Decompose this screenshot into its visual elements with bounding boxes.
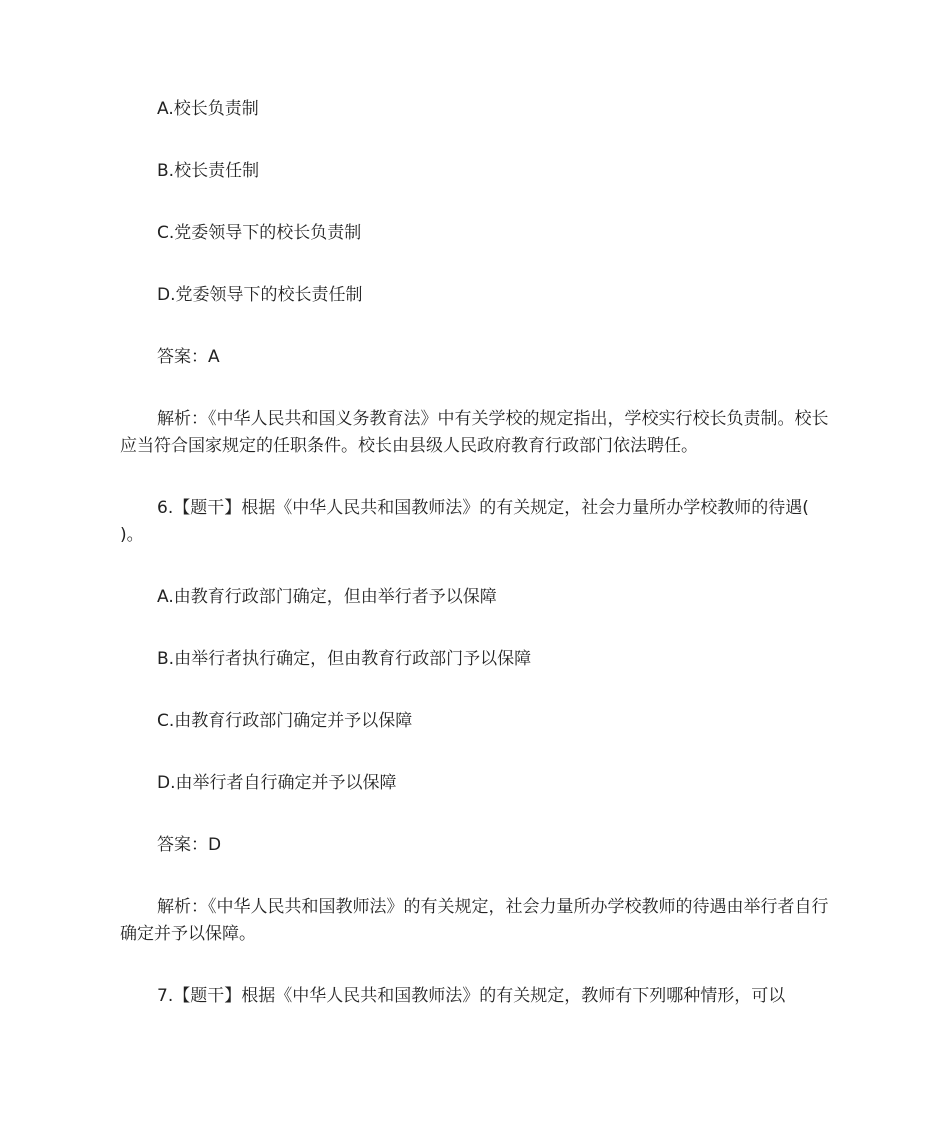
q5-analysis: 解析：《中华人民共和国义务教育法》中有关学校的规定指出，学校实行校长负责制。校长应当符合国家规定的任职条件。校长由县级人民政府教育行政部门依法聘任。 xyxy=(120,409,829,456)
q6-option-d: D.由举行者自行确定并予以保障 xyxy=(157,773,397,793)
q6-option-c: C.由教育行政部门确定并予以保障 xyxy=(157,711,413,731)
q6-stem: 6.【题干】根据《中华人民共和国教师法》的有关规定，社会力量所办学校教师的待遇( )。 xyxy=(120,498,843,545)
q7-stem: 7.【题干】根据《中华人民共和国教师法》的有关规定，教师有下列哪种情形，可以 xyxy=(157,986,786,1006)
q5-option-a: A.校长负责制 xyxy=(157,99,259,119)
q5-option-d: D.党委领导下的校长责任制 xyxy=(157,285,363,305)
q6-answer: 答案：D xyxy=(157,835,222,855)
q5-answer: 答案：A xyxy=(157,347,220,367)
q5-option-b: B.校长责任制 xyxy=(157,161,260,181)
q6-analysis: 解析：《中华人民共和国教师法》的有关规定，社会力量所办学校教师的待遇由举行者自行确定并予以保障。 xyxy=(120,897,829,944)
q6-option-a: A.由教育行政部门确定，但由举行者予以保障 xyxy=(157,587,497,607)
q5-option-c: C.党委领导下的校长负责制 xyxy=(157,223,362,243)
q6-option-b: B.由举行者执行确定，但由教育行政部门予以保障 xyxy=(157,649,532,669)
document-page xyxy=(120,96,843,1010)
